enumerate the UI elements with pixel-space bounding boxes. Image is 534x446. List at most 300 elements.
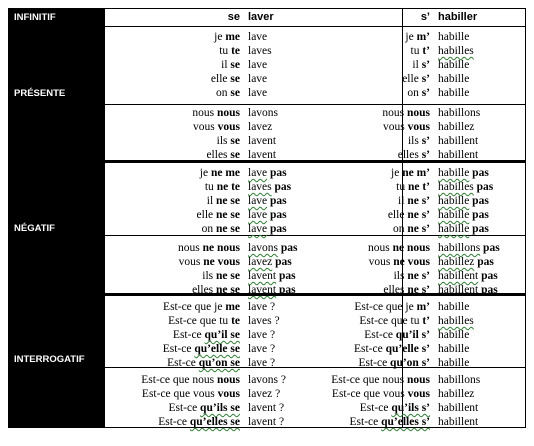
right-verb <box>438 222 489 236</box>
left-subject-pronoun: ils <box>202 270 217 282</box>
right-reflexive: vous <box>407 121 430 133</box>
left-verb <box>248 148 276 162</box>
left-verb-form: lavent ? <box>248 402 285 414</box>
right-verb <box>438 86 469 100</box>
left-verb-form: lave <box>248 209 268 221</box>
left-subject <box>202 222 240 236</box>
right-reflexive: s’ <box>421 149 430 161</box>
right-verb-form: habille <box>438 343 470 355</box>
left-subject-pronoun: tu <box>204 181 217 193</box>
right-verb-form: habillent <box>438 135 479 147</box>
right-verb-form: habille <box>438 31 470 43</box>
right-verb-form: habillons <box>438 242 481 254</box>
conjugation-row <box>104 30 526 44</box>
right-verb <box>438 30 469 44</box>
right-reflexive: t’ <box>422 315 430 327</box>
header-right-pronoun: s’ <box>420 11 430 23</box>
right-subject <box>383 283 430 297</box>
right-reflexive: ne s’ <box>407 209 430 221</box>
side-infinitif <box>8 8 104 26</box>
side-interrogatif <box>8 296 104 428</box>
conjugation-row <box>104 283 526 297</box>
left-negation: pas <box>270 209 287 221</box>
conjugation-row <box>104 222 526 236</box>
right-reflexive: ne s’ <box>407 195 430 207</box>
right-subject-pronoun: je <box>391 167 403 179</box>
right-subject <box>368 241 430 255</box>
conjugation-row <box>104 134 526 148</box>
left-verb <box>248 106 278 120</box>
right-subject-pronoun: ils <box>407 135 422 147</box>
left-verb <box>248 401 284 415</box>
left-reflexive: se <box>230 59 240 71</box>
right-negation: pas <box>483 242 500 254</box>
left-reflexive: se <box>230 135 240 147</box>
conjugation-row <box>104 120 526 134</box>
conjugation-row <box>104 314 526 328</box>
left-verb-form: lave <box>248 195 268 207</box>
left-verb-form: laves <box>248 45 272 57</box>
left-negation: pas <box>270 167 287 179</box>
left-reflexive: se <box>230 73 240 85</box>
left-verb <box>248 269 296 283</box>
right-subject-pronoun: Est-ce <box>364 329 396 341</box>
right-subject <box>369 255 430 269</box>
left-verb <box>248 30 267 44</box>
right-subject <box>391 166 430 180</box>
right-verb-form: habille <box>438 209 470 221</box>
right-reflexive: vous <box>407 388 430 400</box>
right-subject-pronoun: elle <box>387 209 408 221</box>
conjugation-row <box>104 387 526 401</box>
right-subject-pronoun: vous <box>383 121 408 133</box>
left-reflexive: ne me <box>210 167 240 179</box>
left-verb-form: lavez <box>248 256 273 268</box>
section-label-infinitif: INFINITIF <box>14 12 56 23</box>
left-verb-form: lave <box>248 87 268 99</box>
left-reflexive: ne vous <box>203 256 240 268</box>
right-verb <box>438 148 478 162</box>
left-verb-form: lavent ? <box>248 416 285 428</box>
right-verb-form: habille <box>438 329 470 341</box>
left-reflexive: ne se <box>216 284 240 296</box>
conjugation-row <box>104 166 526 180</box>
left-verb-form: lavons <box>248 107 279 119</box>
right-reflexive: ne s’ <box>407 223 430 235</box>
left-reflexive: se <box>230 149 240 161</box>
left-reflexive: qu’elles se <box>189 416 240 428</box>
right-verb <box>438 255 494 269</box>
right-subject-pronoun: Est-ce que nous <box>331 374 407 386</box>
left-subject-pronoun: je <box>199 167 211 179</box>
left-verb-form: laves <box>248 181 272 193</box>
right-subject-pronoun: tu <box>396 181 408 193</box>
right-reflexive: s’ <box>421 135 430 147</box>
left-verb <box>248 72 267 86</box>
left-reflexive: ne se <box>216 195 240 207</box>
right-verb-form: habillent <box>438 402 479 414</box>
left-verb <box>248 387 280 401</box>
right-subject <box>332 387 430 401</box>
right-subject <box>411 44 431 58</box>
left-negation: pas <box>270 195 287 207</box>
right-verb-form: habille <box>438 357 470 369</box>
left-verb <box>248 314 280 328</box>
left-negation: pas <box>275 256 292 268</box>
right-verb <box>438 180 493 194</box>
left-subject <box>206 148 240 162</box>
conjugation-row <box>104 180 526 194</box>
left-verb-form: lave ? <box>248 301 276 313</box>
left-reflexive: vous <box>217 388 240 400</box>
left-verb <box>248 342 275 356</box>
left-subject <box>158 415 240 429</box>
left-subject <box>202 269 240 283</box>
right-subject <box>383 120 430 134</box>
left-subject-pronoun: Est-ce que je <box>163 301 226 313</box>
right-verb <box>438 356 469 370</box>
left-verb <box>248 328 275 342</box>
left-verb-form: lave <box>248 73 268 85</box>
conjugation-row <box>104 72 526 86</box>
right-reflexive: qu’ils s’ <box>391 402 430 414</box>
left-subject <box>207 194 240 208</box>
left-subject-pronoun: nous <box>177 242 203 254</box>
right-verb <box>438 241 500 255</box>
right-subject <box>382 106 430 120</box>
right-reflexive: qu’elle s’ <box>385 343 430 355</box>
right-verb-form: habillons <box>438 107 481 119</box>
left-subject <box>192 283 240 297</box>
left-reflexive: me <box>225 31 240 43</box>
right-verb <box>438 401 478 415</box>
left-verb <box>248 356 275 370</box>
left-verb-form: lave ? <box>248 357 276 369</box>
left-verb-form: lavons <box>248 242 279 254</box>
right-verb <box>438 166 489 180</box>
left-subject-pronoun: ils <box>216 135 231 147</box>
right-verb-form: habillez <box>438 121 475 133</box>
right-verb <box>438 415 478 429</box>
right-subject-pronoun: Est-ce <box>359 402 392 414</box>
left-subject <box>216 86 240 100</box>
right-verb-form: habillez <box>438 388 475 400</box>
left-verb-form: lave ? <box>248 329 276 341</box>
right-subject-pronoun: Est-ce que vous <box>331 388 408 400</box>
left-negation: pas <box>274 181 292 193</box>
left-verb-form: lavent <box>248 135 277 147</box>
right-subject <box>412 58 430 72</box>
right-verb-form: habille <box>438 223 470 235</box>
right-subject <box>360 401 430 415</box>
conjugation-row <box>104 241 526 255</box>
left-subject <box>219 44 240 58</box>
left-subject-pronoun: vous <box>193 121 218 133</box>
conjugation-row <box>104 194 526 208</box>
right-negation: pas <box>476 181 494 193</box>
left-subject <box>163 342 240 356</box>
left-verb <box>248 58 267 72</box>
right-subject <box>402 72 430 86</box>
left-subject <box>178 241 240 255</box>
right-verb-form: habille <box>438 87 470 99</box>
conjugation-row <box>104 342 526 356</box>
right-verb <box>438 269 498 283</box>
left-subject <box>211 72 240 86</box>
left-reflexive: ne nous <box>202 242 240 254</box>
right-subject-pronoun: Est-ce <box>353 343 386 355</box>
right-subject-pronoun: elles <box>383 284 408 296</box>
right-reflexive: ne s’ <box>407 270 430 282</box>
conjugation-row <box>104 300 526 314</box>
left-verb <box>248 208 287 222</box>
right-verb-form: habilles <box>438 315 474 327</box>
right-negation: pas <box>481 284 498 296</box>
right-subject <box>354 300 430 314</box>
right-subject-pronoun: Est-ce que tu <box>359 315 423 327</box>
right-verb <box>438 387 474 401</box>
conjugation-row <box>104 401 526 415</box>
left-subject-pronoun: elle <box>210 73 231 85</box>
right-subject-pronoun: ils <box>393 270 408 282</box>
left-subject-pronoun: tu <box>219 45 232 57</box>
right-verb-form: habille <box>438 73 470 85</box>
right-verb <box>438 208 489 222</box>
left-subject-pronoun: Est-ce que nous <box>141 374 217 386</box>
left-subject-pronoun: nous <box>192 107 217 119</box>
right-reflexive: qu’il s’ <box>395 329 430 341</box>
left-verb-form: lavez <box>248 121 273 133</box>
right-subject-pronoun: on <box>392 223 408 235</box>
right-verb-form: habillez <box>438 256 475 268</box>
left-verb <box>248 415 284 429</box>
left-reflexive: vous <box>217 121 240 133</box>
conjugation-row <box>104 44 526 58</box>
right-verb-form: habillent <box>438 416 479 428</box>
right-verb <box>438 72 469 86</box>
right-subject <box>388 208 430 222</box>
left-verb <box>248 86 267 100</box>
conjugation-row <box>104 328 526 342</box>
right-verb-form: habille <box>438 59 470 71</box>
right-subject <box>398 148 430 162</box>
conjugation-row <box>104 58 526 72</box>
left-subject-pronoun: je <box>214 31 226 43</box>
left-subject <box>179 255 240 269</box>
right-verb <box>438 300 469 314</box>
left-subject <box>193 120 240 134</box>
right-verb <box>438 44 474 58</box>
conjugation-row <box>104 356 526 370</box>
left-reflexive: nous <box>216 107 240 119</box>
left-reflexive: ne se <box>216 223 240 235</box>
conjugation-row <box>104 208 526 222</box>
left-verb-form: lave <box>248 59 268 71</box>
right-negation: pas <box>477 256 494 268</box>
left-verb <box>248 166 287 180</box>
header-left-verb: laver <box>248 11 274 23</box>
right-reflexive: ne nous <box>392 242 430 254</box>
left-subject-pronoun: il <box>206 195 217 207</box>
right-subject-pronoun: Est-ce <box>349 416 382 428</box>
left-verb-form: lave <box>248 223 268 235</box>
conjugation-row <box>104 106 526 120</box>
left-verb-form: lave <box>248 31 268 43</box>
right-subject <box>398 194 430 208</box>
right-verb-form: habilles <box>438 45 474 57</box>
left-subject-pronoun: elles <box>192 284 217 296</box>
right-reflexive: s’ <box>421 59 430 71</box>
left-negation: pas <box>280 242 298 254</box>
right-verb <box>438 134 478 148</box>
left-subject <box>200 166 240 180</box>
left-subject <box>217 134 240 148</box>
right-subject-pronoun: nous <box>367 242 393 254</box>
left-verb <box>248 134 276 148</box>
left-verb <box>248 283 296 297</box>
right-reflexive: s’ <box>421 87 430 99</box>
left-reflexive: qu’elle se <box>194 343 240 355</box>
left-subject <box>214 30 240 44</box>
section-label-negatif: NÉGATIF <box>14 223 55 234</box>
left-verb-form: lavent <box>248 270 277 282</box>
conjugation-row <box>104 148 526 162</box>
left-negation: pas <box>278 284 296 296</box>
right-subject-pronoun: on <box>407 87 422 99</box>
right-verb <box>438 120 474 134</box>
right-subject <box>393 222 430 236</box>
right-verb <box>438 106 480 120</box>
conjugation-row <box>104 86 526 100</box>
right-verb <box>438 328 469 342</box>
header-left-pronoun: se <box>227 11 240 23</box>
left-subject <box>197 208 240 222</box>
header-divider <box>104 26 526 27</box>
left-reflexive: nous <box>216 374 240 386</box>
section-label-interrogatif: INTERROGATIF <box>14 354 85 365</box>
left-verb-form: lave ? <box>248 343 276 355</box>
left-subject <box>168 401 240 415</box>
right-verb <box>438 283 498 297</box>
left-reflexive: me <box>225 301 240 313</box>
left-subject-pronoun: Est-ce <box>162 343 195 355</box>
left-reflexive: qu’ils se <box>200 402 240 414</box>
right-negation: pas <box>472 209 489 221</box>
right-negation: pas <box>472 167 489 179</box>
right-subject <box>331 373 430 387</box>
right-reflexive: t’ <box>422 45 430 57</box>
right-reflexive: ne t’ <box>407 181 430 193</box>
right-subject-pronoun: Est-ce <box>358 357 391 369</box>
left-verb <box>248 180 291 194</box>
conjugation-row <box>104 255 526 269</box>
right-verb <box>438 194 489 208</box>
right-reflexive: ne s’ <box>407 284 430 296</box>
left-verb <box>248 120 272 134</box>
right-subject-pronoun: il <box>412 59 422 71</box>
right-verb <box>438 58 469 72</box>
right-subject <box>354 342 430 356</box>
right-subject <box>405 30 430 44</box>
right-reflexive: s’ <box>421 73 430 85</box>
section-label-presente: PRÉSENTE <box>14 88 66 99</box>
conjugation-row <box>104 269 526 283</box>
left-subject <box>173 328 240 342</box>
right-subject <box>396 180 430 194</box>
right-subject-pronoun: elles <box>397 149 422 161</box>
left-subject <box>142 387 240 401</box>
left-subject-pronoun: vous <box>178 256 204 268</box>
side-negatif <box>8 163 104 293</box>
left-verb-form: lavons ? <box>248 374 287 386</box>
right-verb-form: habillent <box>438 149 479 161</box>
conjugation-row <box>104 415 526 429</box>
right-reflexive: nous <box>406 107 430 119</box>
right-subject <box>358 356 430 370</box>
left-subject-pronoun: Est-ce <box>172 329 205 341</box>
conjugation-row <box>104 373 526 387</box>
left-verb <box>248 255 292 269</box>
left-verb <box>248 44 272 58</box>
right-verb-form: habillent <box>438 284 479 296</box>
left-verb <box>248 300 275 314</box>
right-subject <box>359 314 430 328</box>
right-verb <box>438 342 469 356</box>
right-reflexive: ne vous <box>393 256 430 268</box>
right-verb-form: habille <box>438 167 470 179</box>
left-verb-form: lavent <box>248 149 277 161</box>
left-verb-form: lavent <box>248 284 277 296</box>
right-verb-form: habillent <box>438 270 479 282</box>
right-verb <box>438 373 480 387</box>
right-subject <box>394 269 430 283</box>
left-subject <box>168 314 240 328</box>
right-subject-pronoun: tu <box>410 45 423 57</box>
left-verb-form: lave <box>248 167 268 179</box>
left-subject-pronoun: Est-ce <box>158 416 190 428</box>
left-subject <box>163 300 240 314</box>
right-subject-pronoun: vous <box>368 256 394 268</box>
left-subject-pronoun: elle <box>196 209 217 221</box>
right-verb-form: habille <box>438 301 470 313</box>
left-reflexive: qu’on se <box>198 357 240 369</box>
left-subject-pronoun: on <box>201 223 217 235</box>
header-row <box>104 10 526 24</box>
right-reflexive: m’ <box>416 301 430 313</box>
left-verb <box>248 222 287 236</box>
left-reflexive: qu’il se <box>204 329 240 341</box>
right-subject-pronoun: je <box>405 31 417 43</box>
left-subject <box>167 356 240 370</box>
right-negation: pas <box>472 223 489 235</box>
left-subject <box>192 106 240 120</box>
right-verb <box>438 314 474 328</box>
left-verb-form: lavez ? <box>248 388 281 400</box>
left-subject-pronoun: il <box>221 59 231 71</box>
right-negation: pas <box>472 195 489 207</box>
left-subject-pronoun: elles <box>206 149 231 161</box>
right-subject-pronoun: nous <box>382 107 407 119</box>
left-reflexive: ne te <box>216 181 240 193</box>
right-verb-form: habillons <box>438 374 481 386</box>
right-subject-pronoun: il <box>398 195 408 207</box>
right-subject <box>364 328 430 342</box>
right-reflexive: qu’on s’ <box>390 357 430 369</box>
right-subject-pronoun: Est-ce que je <box>354 301 417 313</box>
right-subject <box>350 415 430 429</box>
right-reflexive: m’ <box>416 31 430 43</box>
left-subject-pronoun: Est-ce que tu <box>168 315 232 327</box>
